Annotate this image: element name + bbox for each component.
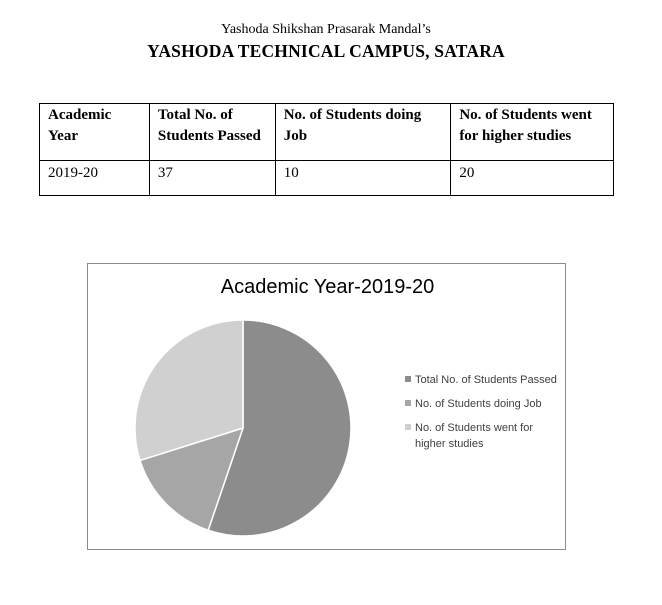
- table-row: [40, 161, 614, 196]
- legend-swatch-total-passed: [405, 376, 411, 382]
- legend-item-total-passed: [405, 372, 565, 388]
- table-header-row: [40, 104, 614, 161]
- chart-legend: [405, 372, 565, 452]
- legend-label-total-passed: Total No. of Students Passed: [415, 374, 557, 386]
- cell-higher-studies: 20: [451, 161, 614, 196]
- legend-label-higher-studies: No. of Students went for higher studies: [415, 422, 534, 450]
- org-title: YASHODA TECHNICAL CAMPUS, SATARA: [147, 41, 505, 61]
- legend-swatch-higher-studies: [405, 424, 411, 430]
- legend-label-doing-job: No. of Students doing Job: [415, 398, 542, 410]
- cell-total-passed: 37: [149, 161, 275, 196]
- legend-item-higher-studies: [405, 420, 565, 452]
- header-total-passed: Total No. of Students Passed: [149, 104, 275, 161]
- cell-doing-job: 10: [275, 161, 451, 196]
- cell-academic-year: 2019-20: [40, 161, 150, 196]
- header-academic-year: Academic Year: [40, 104, 150, 161]
- legend-item-doing-job: [405, 396, 565, 412]
- header-doing-job: No. of Students doing Job: [275, 104, 451, 161]
- placement-table: [39, 103, 614, 196]
- header-higher-studies: No. of Students went for higher studies: [451, 104, 614, 161]
- legend-swatch-doing-job: [405, 400, 411, 406]
- pie-chart: [87, 263, 566, 550]
- chart-title: Academic Year-2019-20: [220, 276, 435, 298]
- org-subtitle: Yashoda Shikshan Prasarak Mandal’s: [221, 22, 431, 37]
